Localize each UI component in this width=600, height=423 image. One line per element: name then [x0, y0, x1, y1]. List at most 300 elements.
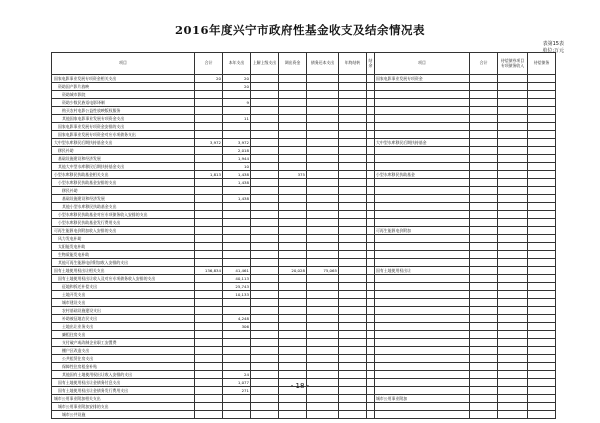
row-value [195, 307, 223, 315]
row-value [339, 187, 367, 195]
row-balance [367, 323, 375, 331]
row-balance [367, 403, 375, 411]
row-right-value [528, 283, 556, 291]
row-right-label [375, 371, 470, 379]
row-value [251, 219, 279, 227]
row-right-value [528, 235, 556, 243]
row-right-value [498, 227, 528, 235]
row-value [223, 211, 251, 219]
row-right-value [528, 395, 556, 403]
row-right-value [498, 195, 528, 203]
row-label: 征地和拆迁补偿支出 [52, 283, 195, 291]
row-value [223, 131, 251, 139]
row-label: 国有土地使用权出让金债务发行费用支出 [52, 387, 195, 395]
row-right-label [375, 283, 470, 291]
row-right-value [470, 235, 498, 243]
table-row [52, 243, 556, 251]
table-row [52, 91, 556, 99]
table-row [52, 259, 556, 267]
row-value [307, 155, 339, 163]
row-right-value [470, 187, 498, 195]
row-right-value [528, 411, 556, 419]
row-balance [367, 83, 375, 91]
row-value [307, 275, 339, 283]
row-value [223, 243, 251, 251]
row-right-value [498, 115, 528, 123]
row-value [195, 131, 223, 139]
row-value [307, 347, 339, 355]
row-value [195, 259, 223, 267]
row-balance [367, 163, 375, 171]
row-value [279, 139, 307, 147]
row-right-value [528, 75, 556, 83]
row-value [279, 147, 307, 155]
row-right-value [528, 195, 556, 203]
table-row [52, 339, 556, 347]
row-value [223, 227, 251, 235]
row-right-value [470, 211, 498, 219]
row-balance [367, 291, 375, 299]
row-right-value [528, 123, 556, 131]
row-balance [367, 211, 375, 219]
row-value: 1,077 [223, 379, 251, 387]
row-value [339, 347, 367, 355]
row-label: 可再生能源电价附加收入安排的支出 [52, 227, 195, 235]
row-right-value [528, 91, 556, 99]
row-value [339, 75, 367, 83]
page-number: - 18 - [290, 382, 310, 390]
row-value [195, 179, 223, 187]
row-label: 移民补助 [52, 147, 195, 155]
row-value [307, 91, 339, 99]
row-right-value [528, 259, 556, 267]
row-balance [367, 235, 375, 243]
row-label: 城市公用事业附加相关支出 [52, 395, 195, 403]
table-row [52, 115, 556, 123]
row-value [251, 299, 279, 307]
row-right-value [470, 275, 498, 283]
row-value [339, 275, 367, 283]
row-value [251, 131, 279, 139]
row-right-value [498, 83, 528, 91]
row-value [279, 283, 307, 291]
row-balance [367, 251, 375, 259]
row-value [307, 211, 339, 219]
row-right-label [375, 187, 470, 195]
row-right-value [498, 75, 528, 83]
row-right-value [470, 147, 498, 155]
row-right-label [375, 107, 470, 115]
row-value [307, 219, 339, 227]
row-value: 3,972 [223, 139, 251, 147]
row-right-value [498, 267, 528, 275]
row-right-label [375, 363, 470, 371]
table-row [52, 147, 556, 155]
table-row [52, 107, 556, 115]
row-balance [367, 171, 375, 179]
row-right-value [498, 155, 528, 163]
row-right-label [375, 91, 470, 99]
unit-note: 单位:万元 [542, 48, 564, 54]
row-value [223, 355, 251, 363]
row-value [223, 203, 251, 211]
row-value [251, 107, 279, 115]
header-row [52, 53, 556, 75]
table-row [52, 371, 556, 379]
row-right-value [498, 179, 528, 187]
row-right-value [498, 291, 528, 299]
row-right-value [470, 179, 498, 187]
row-label: 小型水库移民扶助基金相关支出 [52, 171, 195, 179]
row-value [307, 363, 339, 371]
row-value [223, 219, 251, 227]
row-value [279, 403, 307, 411]
row-value [279, 123, 307, 131]
row-right-label [375, 203, 470, 211]
row-right-label: 大中型水库移民后期扶持基金 [375, 139, 470, 147]
row-right-value [498, 219, 528, 227]
row-value [339, 411, 367, 419]
row-label: 其他小型水库移民扶助基金支出 [52, 203, 195, 211]
row-value [279, 187, 307, 195]
row-right-value [498, 395, 528, 403]
table-row [52, 139, 556, 147]
row-value [279, 179, 307, 187]
row-value [339, 147, 367, 155]
row-right-label [375, 123, 470, 131]
row-right-value [528, 203, 556, 211]
row-right-value [498, 211, 528, 219]
row-right-value [498, 363, 528, 371]
row-value [251, 139, 279, 147]
row-value [251, 227, 279, 235]
table-row [52, 131, 556, 139]
row-value [307, 315, 339, 323]
row-balance [367, 99, 375, 107]
row-right-label [375, 211, 470, 219]
row-right-value [528, 251, 556, 259]
header-debt-income: 待偿债券项目专项债务收入 [498, 53, 528, 75]
row-value [195, 115, 223, 123]
row-value [339, 395, 367, 403]
row-value [307, 395, 339, 403]
row-value [339, 235, 367, 243]
row-value [251, 91, 279, 99]
row-right-value [498, 355, 528, 363]
row-label: 补助被征地农民支出 [52, 315, 195, 323]
row-label: 农村基础设施建设支出 [52, 307, 195, 315]
row-right-value [528, 99, 556, 107]
row-right-value [470, 395, 498, 403]
row-value [195, 323, 223, 331]
row-value [251, 235, 279, 243]
row-value [279, 115, 307, 123]
row-value [307, 83, 339, 91]
row-right-value [528, 299, 556, 307]
header-item-right: 项目 [375, 53, 470, 75]
row-value [339, 219, 367, 227]
row-value [279, 347, 307, 355]
table-row [52, 83, 556, 91]
table-row [52, 307, 556, 315]
row-label: 保障性住房租金补贴 [52, 363, 195, 371]
table-row [52, 347, 556, 355]
row-right-value [470, 195, 498, 203]
row-balance [367, 331, 375, 339]
row-value [307, 171, 339, 179]
row-value [251, 195, 279, 203]
row-right-label [375, 179, 470, 187]
row-right-label [375, 315, 470, 323]
row-right-value [528, 187, 556, 195]
row-right-value [498, 259, 528, 267]
row-value [279, 315, 307, 323]
row-value [307, 403, 339, 411]
row-value [279, 299, 307, 307]
row-right-value [470, 363, 498, 371]
row-label: 资助国产影片放映 [52, 83, 195, 91]
row-value [251, 283, 279, 291]
row-value [195, 219, 223, 227]
row-label: 其他国有土地使用权出让收入安排的支出 [52, 371, 195, 379]
row-value: 75,065 [307, 267, 339, 275]
table-row [52, 403, 556, 411]
row-right-value [498, 203, 528, 211]
row-right-value [528, 243, 556, 251]
row-balance [367, 155, 375, 163]
row-right-value [528, 371, 556, 379]
row-right-value [528, 139, 556, 147]
table-row [52, 155, 556, 163]
row-value [307, 195, 339, 203]
header-balance: 结余 [367, 53, 375, 75]
row-value [195, 363, 223, 371]
row-label: 棚户区改造支出 [52, 347, 195, 355]
row-right-label [375, 219, 470, 227]
row-value [195, 155, 223, 163]
row-value [339, 155, 367, 163]
header-expenditure: 本年支出 [223, 53, 251, 75]
table-row [52, 275, 556, 283]
row-right-value [498, 331, 528, 339]
row-balance [367, 219, 375, 227]
row-right-label [375, 331, 470, 339]
row-balance [367, 395, 375, 403]
row-value [195, 291, 223, 299]
header-remit: 上解上级支出 [251, 53, 279, 75]
row-right-label: 城市公用事业附加 [375, 395, 470, 403]
row-value [307, 163, 339, 171]
row-value [307, 307, 339, 315]
row-value [195, 299, 223, 307]
row-value [251, 123, 279, 131]
row-value [279, 363, 307, 371]
row-label: 风力发电补助 [52, 235, 195, 243]
row-value [251, 259, 279, 267]
row-value [195, 251, 223, 259]
table-row [52, 283, 556, 291]
table-row [52, 99, 556, 107]
row-balance [367, 347, 375, 355]
row-value [195, 403, 223, 411]
table-row [52, 411, 556, 419]
row-balance [367, 339, 375, 347]
row-balance [367, 195, 375, 203]
row-right-label [375, 323, 470, 331]
row-right-value [470, 203, 498, 211]
row-right-label: 小型水库移民扶助基金 [375, 171, 470, 179]
row-right-value [528, 267, 556, 275]
row-value [339, 171, 367, 179]
row-right-value [528, 331, 556, 339]
row-value: 2,018 [223, 147, 251, 155]
row-value [339, 267, 367, 275]
row-value [223, 123, 251, 131]
row-value [339, 355, 367, 363]
row-value [339, 123, 367, 131]
row-value: 306 [223, 323, 251, 331]
row-value [251, 395, 279, 403]
row-value [251, 275, 279, 283]
table-row [52, 291, 556, 299]
row-value [279, 307, 307, 315]
row-right-value [498, 243, 528, 251]
row-right-value [528, 115, 556, 123]
row-right-label [375, 195, 470, 203]
row-value [251, 315, 279, 323]
row-balance [367, 371, 375, 379]
row-label: 太阳能发电补助 [52, 243, 195, 251]
table-row [52, 187, 556, 195]
row-value [223, 259, 251, 267]
row-value [339, 323, 367, 331]
row-right-value [498, 91, 528, 99]
row-label: 小型水库移民扶助基金安排的支出 [52, 179, 195, 187]
row-value [195, 283, 223, 291]
row-right-value [498, 275, 528, 283]
row-value [251, 171, 279, 179]
row-label: 资助城市影院 [52, 91, 195, 99]
row-right-value [528, 211, 556, 219]
row-right-value [528, 163, 556, 171]
row-value: 271 [223, 387, 251, 395]
row-right-value [498, 371, 528, 379]
row-value [339, 203, 367, 211]
table-row [52, 227, 556, 235]
row-value [339, 227, 367, 235]
row-value [339, 283, 367, 291]
row-value [279, 91, 307, 99]
row-value [251, 211, 279, 219]
row-value [195, 211, 223, 219]
row-right-value [470, 251, 498, 259]
row-value: 1,438 [223, 171, 251, 179]
row-value [223, 235, 251, 243]
row-label: 城市建设支出 [52, 299, 195, 307]
row-right-value [528, 179, 556, 187]
row-right-value [498, 171, 528, 179]
row-value [251, 155, 279, 163]
row-right-value [470, 411, 498, 419]
row-value [195, 243, 223, 251]
header-total-right: 合计 [470, 53, 498, 75]
row-right-value [528, 339, 556, 347]
table-row [52, 267, 556, 275]
row-right-value [470, 107, 498, 115]
row-right-value [498, 323, 528, 331]
row-right-value [470, 315, 498, 323]
header-pending-debt: 待偿债务 [528, 53, 556, 75]
table-row [52, 363, 556, 371]
row-right-value [470, 219, 498, 227]
row-value [251, 83, 279, 91]
row-value: 10 [223, 163, 251, 171]
table-row [52, 203, 556, 211]
row-right-value [470, 243, 498, 251]
row-value [195, 331, 223, 339]
row-right-value [498, 163, 528, 171]
header-total: 合计 [195, 53, 223, 75]
row-value [279, 203, 307, 211]
row-value [307, 283, 339, 291]
header-transfer-out: 调出资金 [279, 53, 307, 75]
row-label: 移民补助 [52, 187, 195, 195]
row-value [195, 227, 223, 235]
row-right-value [470, 259, 498, 267]
row-label: 基础设施建设和经济发展 [52, 195, 195, 203]
row-right-label [375, 259, 470, 267]
row-right-value [498, 123, 528, 131]
row-right-label: 国家电影事业发展专项资金 [375, 75, 470, 83]
row-right-label [375, 99, 470, 107]
row-value [279, 131, 307, 139]
row-label: 购买农村电影公益性放映版权服务 [52, 107, 195, 115]
table-row [52, 355, 556, 363]
row-right-value [498, 251, 528, 259]
row-right-value [498, 411, 528, 419]
row-value [251, 267, 279, 275]
row-value [251, 147, 279, 155]
row-value [339, 307, 367, 315]
table-row [52, 395, 556, 403]
row-value [339, 315, 367, 323]
row-value [339, 331, 367, 339]
row-value [195, 371, 223, 379]
row-label: 廉租住房支出 [52, 331, 195, 339]
row-value [223, 411, 251, 419]
row-right-value [498, 99, 528, 107]
row-right-value [498, 147, 528, 155]
row-balance [367, 243, 375, 251]
row-balance [367, 411, 375, 419]
row-right-value [498, 307, 528, 315]
row-balance [367, 307, 375, 315]
row-value: 20,028 [279, 267, 307, 275]
row-value: 24 [223, 371, 251, 379]
table-row [52, 219, 556, 227]
row-right-value [470, 299, 498, 307]
row-right-value [470, 267, 498, 275]
row-value [307, 75, 339, 83]
row-value [251, 355, 279, 363]
row-value [339, 115, 367, 123]
row-right-label [375, 243, 470, 251]
row-balance [367, 139, 375, 147]
row-right-value [470, 75, 498, 83]
row-balance [367, 123, 375, 131]
row-value [223, 339, 251, 347]
row-value [195, 347, 223, 355]
